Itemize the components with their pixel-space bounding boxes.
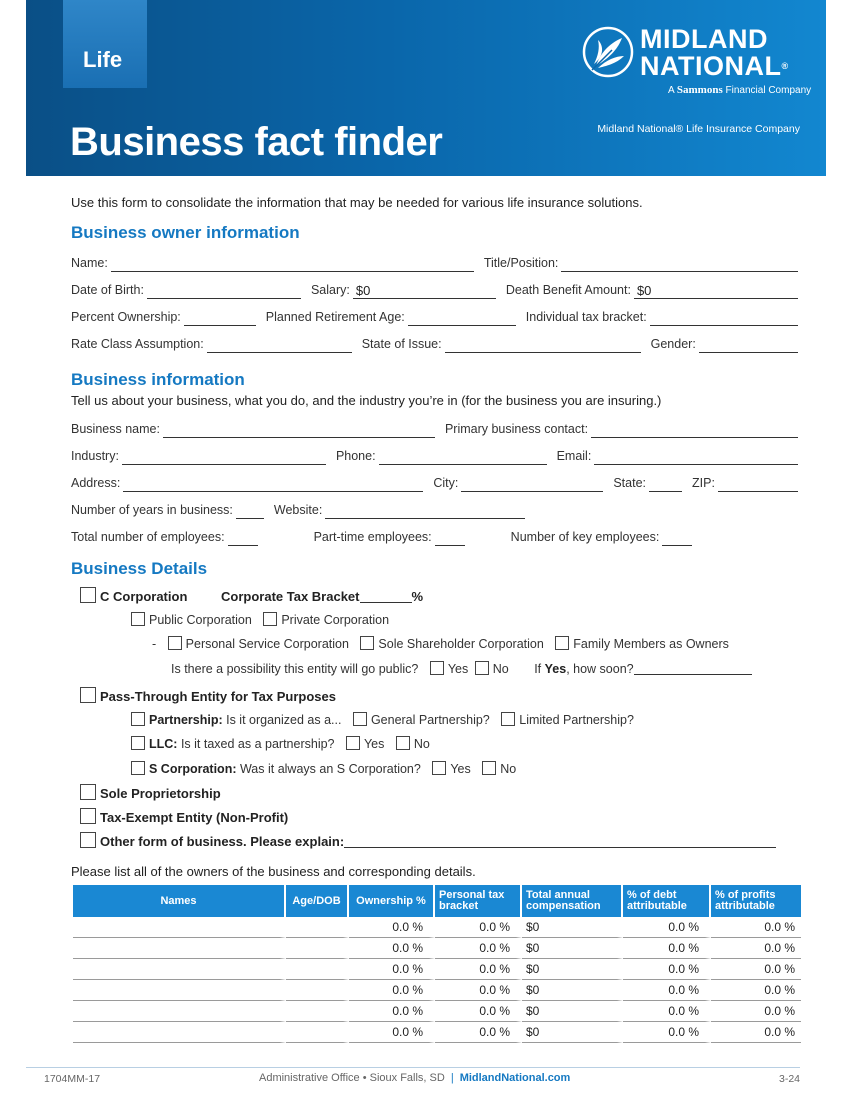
c-corp-checkbox[interactable] [80,587,96,603]
address-field[interactable] [123,476,423,492]
ownership-cell[interactable]: 0.0 % [349,938,435,959]
address-label: Address: [71,476,121,490]
age-dob-cell[interactable] [286,938,349,959]
compensation-cell[interactable]: $0 [522,1022,623,1043]
death-benefit-field[interactable]: $0 [634,283,798,299]
total-employees-label: Total number of employees: [71,530,225,544]
logo-wordmark-line1: MIDLAND [640,24,768,54]
corp-subtype-options [152,636,729,651]
corp-type-options [131,612,389,627]
key-employees-field[interactable] [662,530,692,546]
owner-info-heading: Business owner information [71,223,300,242]
city-field[interactable] [461,476,603,492]
personal-tax-cell[interactable]: 0.0 % [435,1022,522,1043]
other-checkbox[interactable] [80,832,96,848]
go-public-no-label: No [492,662,509,676]
personal-service-label: Personal Service Corporation [185,637,349,651]
personal-tax-cell[interactable]: 0.0 % [435,980,522,1001]
profits-cell[interactable]: 0.0 % [711,980,801,1001]
compensation-cell[interactable]: $0 [522,980,623,1001]
midland-national-logo [582,24,812,100]
personal-service-checkbox[interactable] [168,636,182,650]
logo-subtitle: A Sammons Financial Company [668,84,812,96]
footer-separator: | [450,1072,454,1084]
owners-table-header [73,885,801,917]
key-employees-label: Number of key employees: [510,530,660,544]
industry-label: Industry: [71,449,119,463]
pass-through-label: Pass-Through Entity for Tax Purposes [100,689,336,704]
state-issue-label: State of Issue: [361,337,442,351]
industry-field[interactable] [122,449,326,465]
business-info-subtitle: Tell us about your business, what you do, and the industry you’re in (for the business you are insuring.) [71,393,662,408]
go-public-yes-checkbox[interactable] [430,661,444,675]
debt-cell[interactable]: 0.0 % [623,980,711,1001]
personal-tax-cell[interactable]: 0.0 % [435,938,522,959]
zip-label: ZIP: [692,476,715,490]
city-label: City: [433,476,459,490]
primary-contact-label: Primary business contact: [444,422,589,436]
llc-options [131,736,430,751]
business-details-heading: Business Details [71,559,208,578]
dash-bullet: - [152,637,157,651]
llc-no-checkbox[interactable] [396,736,410,750]
part-time-field[interactable] [435,530,465,546]
col-header-names: Names [73,885,286,917]
dob-label: Date of Birth: [71,283,144,297]
salary-field[interactable]: $0 [353,283,496,299]
footer-center [259,1072,570,1084]
footer-office: Administrative Office • Sioux Falls, SD [259,1072,445,1084]
state-issue-field[interactable] [445,337,641,353]
corp-tax-percent-sign: % [411,589,424,604]
age-dob-cell[interactable] [286,917,349,938]
planned-retirement-field[interactable] [408,310,516,326]
business-name-label: Business name: [71,422,160,436]
col-header-personal-tax: Personal tax bracket [435,885,522,917]
s-corp-question: Was it always an S Corporation? [236,762,421,776]
name-label: Name: [71,256,108,270]
website-field[interactable] [325,503,525,519]
business-row-3 [71,474,798,492]
owners-table-intro: Please list all of the owners of the business and corresponding details. [71,864,476,879]
header-band [26,0,826,176]
s-corp-options [131,761,516,776]
c-corp-label: C Corporation [100,589,188,604]
public-corp-label: Public Corporation [149,613,252,627]
owner-row-2 [71,281,798,299]
name-cell[interactable] [73,1001,286,1022]
s-corp-yes-checkbox[interactable] [432,761,446,775]
ownership-cell[interactable]: 0.0 % [349,980,435,1001]
partnership-options [131,712,634,727]
footer-divider [26,1067,800,1068]
profits-cell[interactable]: 0.0 % [711,959,801,980]
personal-tax-cell[interactable]: 0.0 % [435,917,522,938]
s-corp-checkbox[interactable] [131,761,145,775]
name-cell[interactable] [73,959,286,980]
owners-table-body [73,917,801,1043]
owners-table [73,885,801,1043]
rate-class-field[interactable] [207,337,352,353]
table-row [73,959,801,980]
leaf-logo-icon [582,26,634,78]
public-corp-checkbox[interactable] [131,612,145,626]
part-time-label: Part-time employees: [313,530,432,544]
s-corp-no-label: No [500,762,517,776]
table-row [73,980,801,1001]
life-tab-label: Life [83,47,123,72]
general-partnership-label: General Partnership? [370,713,490,727]
zip-field[interactable] [718,476,798,492]
col-header-compensation: Total annual compensation [522,885,623,917]
gender-field[interactable] [699,337,798,353]
percent-ownership-field[interactable] [184,310,256,326]
limited-partnership-checkbox[interactable] [501,712,515,726]
title-position-field[interactable] [561,256,798,272]
ownership-cell[interactable]: 0.0 % [349,917,435,938]
business-name-field[interactable] [163,422,435,438]
title-position-label: Title/Position: [483,256,559,270]
form-number: 1704MM-17 [44,1073,101,1085]
other-option [80,832,776,849]
tax-bracket-field[interactable] [650,310,798,326]
s-corp-label: S Corporation: [149,762,237,776]
phone-field[interactable] [379,449,547,465]
other-explain-field[interactable] [344,835,776,848]
general-partnership-checkbox[interactable] [353,712,367,726]
col-header-profits: % of profits attributable [711,885,801,917]
personal-tax-cell[interactable]: 0.0 % [435,959,522,980]
corp-tax-bracket-field[interactable] [360,590,412,603]
table-row [73,917,801,938]
private-corp-checkbox[interactable] [263,612,277,626]
name-cell[interactable] [73,1022,286,1043]
age-dob-cell[interactable] [286,1001,349,1022]
name-field[interactable] [111,256,474,272]
form-date: 3-24 [778,1073,800,1085]
life-tab [63,0,147,88]
business-row-1 [71,420,798,438]
state-field[interactable] [649,476,682,492]
email-label: Email: [556,449,592,463]
s-corp-yes-label: Yes [450,762,471,776]
age-dob-cell[interactable] [286,1022,349,1043]
personal-tax-cell[interactable]: 0.0 % [435,1001,522,1022]
corp-tax-bracket-label: Corporate Tax Bracket [221,589,360,604]
how-soon-field[interactable] [634,662,752,675]
tax-exempt-option [80,808,288,825]
ownership-cell[interactable]: 0.0 % [349,1022,435,1043]
pass-through-checkbox[interactable] [80,687,96,703]
limited-partnership-label: Limited Partnership? [519,713,634,727]
go-public-label: Is there a possibility this entity will go public? [171,662,419,676]
compensation-cell[interactable]: $0 [522,959,623,980]
llc-no-label: No [413,737,430,751]
state-label: State: [613,476,647,490]
business-info-heading: Business information [71,370,245,389]
phone-label: Phone: [335,449,376,463]
salary-label: Salary: [310,283,350,297]
business-row-4 [71,501,798,519]
sole-prop-option [80,784,221,801]
death-benefit-label: Death Benefit Amount: [505,283,631,297]
llc-question: Is it taxed as a partnership? [177,737,335,751]
debt-cell[interactable]: 0.0 % [623,959,711,980]
name-cell[interactable] [73,917,286,938]
age-dob-cell[interactable] [286,959,349,980]
sole-prop-label: Sole Proprietorship [100,786,221,801]
table-row [73,1022,801,1043]
ownership-cell[interactable]: 0.0 % [349,1001,435,1022]
owner-row-1 [71,254,798,272]
owner-row-3 [71,308,798,326]
ownership-cell[interactable]: 0.0 % [349,959,435,980]
partnership-checkbox[interactable] [131,712,145,726]
llc-yes-label: Yes [363,737,385,751]
profits-cell[interactable]: 0.0 % [711,1001,801,1022]
profits-cell[interactable]: 0.0 % [711,938,801,959]
s-corp-no-checkbox[interactable] [482,761,496,775]
sole-shareholder-checkbox[interactable] [360,636,374,650]
compensation-cell[interactable]: $0 [522,917,623,938]
company-name: Midland National® Life Insurance Company [597,123,800,135]
partnership-label: Partnership: [149,713,223,727]
intro-text: Use this form to consolidate the information that may be needed for various life insurance solutions. [71,195,643,210]
col-header-debt: % of debt attributable [623,885,711,917]
age-dob-cell[interactable] [286,980,349,1001]
total-employees-field[interactable] [228,530,258,546]
table-row [73,1001,801,1022]
private-corp-label: Private Corporation [281,613,390,627]
col-header-ownership: Ownership % [349,885,435,917]
email-field[interactable] [594,449,798,465]
llc-yes-checkbox[interactable] [346,736,360,750]
website-label: Website: [273,503,323,517]
dob-field[interactable] [147,283,301,299]
years-label: Number of years in business: [71,503,233,517]
logo-wordmark-line2: NATIONAL® [640,51,789,81]
debt-cell[interactable]: 0.0 % [623,1022,711,1043]
family-members-label: Family Members as Owners [573,637,729,651]
years-field[interactable] [236,503,264,519]
profits-cell[interactable]: 0.0 % [711,917,801,938]
go-public-yes-label: Yes [447,662,469,676]
business-row-2 [71,447,798,465]
profits-cell[interactable]: 0.0 % [711,1022,801,1043]
other-label: Other form of business. Please explain: [100,834,345,849]
name-cell[interactable] [73,980,286,1001]
go-public-no-checkbox[interactable] [475,661,489,675]
llc-label: LLC: [149,737,178,751]
col-header-age-dob: Age/DOB [286,885,349,917]
table-row [73,938,801,959]
business-row-5 [71,528,798,546]
debt-cell[interactable]: 0.0 % [623,917,711,938]
llc-checkbox[interactable] [131,736,145,750]
owner-row-4 [71,335,798,353]
percent-ownership-label: Percent Ownership: [71,310,181,324]
debt-cell[interactable]: 0.0 % [623,938,711,959]
rate-class-label: Rate Class Assumption: [71,337,204,351]
partnership-question: Is it organized as a... [222,713,342,727]
c-corp-option [80,587,423,604]
debt-cell[interactable]: 0.0 % [623,1001,711,1022]
tax-exempt-checkbox[interactable] [80,808,96,824]
primary-contact-field[interactable] [591,422,798,438]
sole-prop-checkbox[interactable] [80,784,96,800]
how-soon-label: , how soon? [566,662,634,676]
tax-exempt-label: Tax-Exempt Entity (Non-Profit) [100,810,289,825]
tax-bracket-label: Individual tax bracket: [525,310,647,324]
footer-website-link[interactable]: MidlandNational.com [459,1072,571,1084]
compensation-cell[interactable]: $0 [522,1001,623,1022]
if-yes-bold: Yes [544,662,567,676]
go-public-question [171,661,752,676]
sole-shareholder-label: Sole Shareholder Corporation [378,637,544,651]
planned-retirement-label: Planned Retirement Age: [265,310,405,324]
name-cell[interactable] [73,938,286,959]
compensation-cell[interactable]: $0 [522,938,623,959]
gender-label: Gender: [650,337,696,351]
pass-through-option [80,687,336,704]
if-yes-prefix: If [534,662,542,676]
page-title: Business fact finder [70,120,443,164]
family-members-checkbox[interactable] [555,636,569,650]
